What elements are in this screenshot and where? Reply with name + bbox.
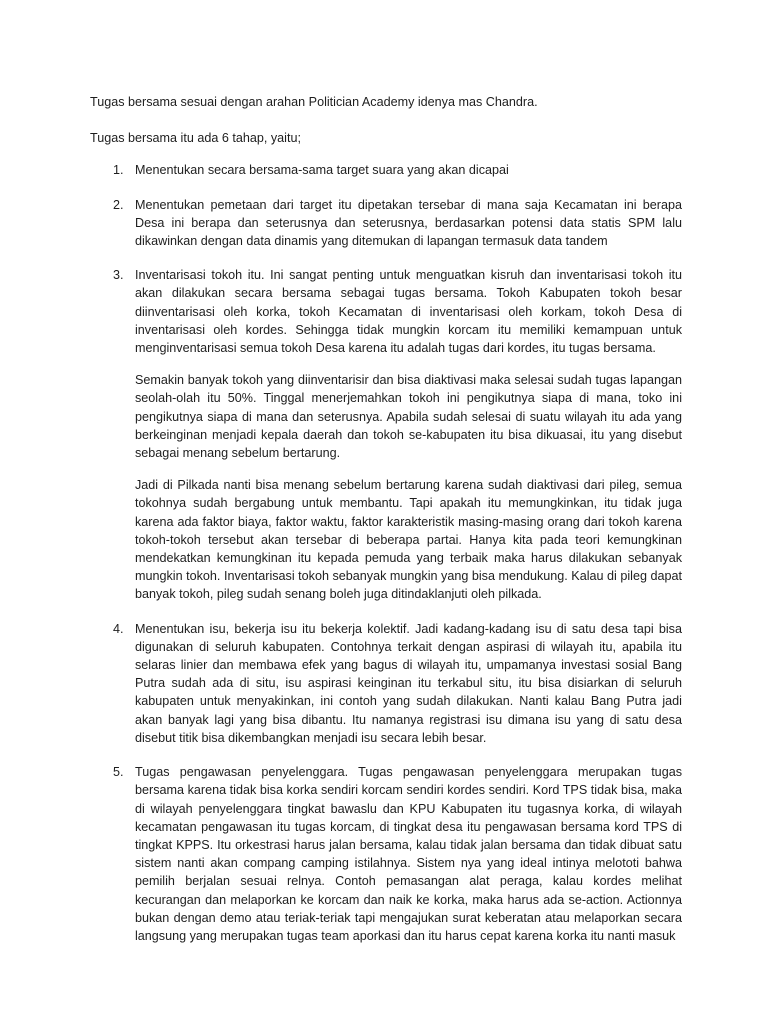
item-number: 1. <box>113 163 124 178</box>
steps-list <box>90 161 682 945</box>
list-item <box>90 266 682 603</box>
item-number: 2. <box>113 197 124 212</box>
item-paragraph: Inventarisasi tokoh itu. Ini sangat penting untuk menguatkan kisruh dan inventarisasi tokoh itu akan dilakukan secara bersama sebagai tugas bersama. Tokoh Kabupaten tokoh besar diinventarisasi oleh korka, tokoh Kecamatan di inventarisasi oleh korkam, tokoh Desa di inventarisasi oleh kordes. Sehingga tidak mungkin korcam itu memiliki kemampuan untuk menginventarisasi semua tokoh Desa karena itu adalah tugas dari kordes, itu tugas bersama. <box>135 268 682 356</box>
list-item <box>90 161 682 179</box>
list-item <box>90 620 682 747</box>
intro-line-1: Tugas bersama sesuai dengan arahan Politician Academy idenya mas Chandra. <box>90 95 538 109</box>
item-paragraph: Jadi di Pilkada nanti bisa menang sebelum bertarung karena sudah diaktivasi dari pileg, semua tokohnya sudah bergabung untuk membantu. Tapi apakah itu memungkinkan, itu tidak juga karena ada faktor biaya, faktor waktu, faktor karakteristik masing-masing orang dari tokoh karena tokoh-tokoh tersebut akan tersebar di beberapa partai. Hanya kita pada teori kemungkinan mendekatkan kemungkinan itu kepada pemuda yang terbaik maka harus dilakukan sebanyak mungkin tokoh. Inventarisasi tokoh sebanyak mungkin yang bisa mendukung. Kalau di pileg dapat banyak tokoh, pileg sudah senang boleh juga ditindaklanjuti oleh pilkada. <box>135 478 682 602</box>
item-number: 5. <box>113 765 124 780</box>
item-number: 3. <box>113 268 124 283</box>
list-item <box>90 763 682 945</box>
item-paragraph: Menentukan pemetaan dari target itu dipetakan tersebar di mana saja Kecamatan ini berapa Desa ini berapa dan seterusnya dan seterusnya, berdasarkan potensi data statis SPM lalu dikawinkan dengan data dinamis yang ditemukan di lapangan termasuk data tandem <box>135 197 682 249</box>
item-paragraph: Semakin banyak tokoh yang diinventarisir dan bisa diaktivasi maka selesai sudah tugas lapangan seolah-olah itu 50%. Tinggal menerjemahkan tokoh ini pengikutnya siapa di mana, toko ini pengikutnya siapa di mana dan seterusnya. Apabila sudah selesai di suatu wilayah itu ada yang berkeinginan menjadi kepala daerah dan tokoh se-kabupaten itu bisa dikuasai, itu yang disebut sebagai menang sebelum bertarung. <box>135 373 682 461</box>
item-paragraph: Menentukan isu, bekerja isu itu bekerja kolektif. Jadi kadang-kadang isu di satu desa tapi bisa digunakan di seluruh kabupaten. Contohnya terkait dengan aspirasi di wilayah itu, apabila itu selaras linier dan membawa efek yang bagus di wilayah itu, umpamanya investasi sosial Bang Putra sudah ada di situ, isu aspirasi keinginan itu terkabul situ, itu bisa disiarkan di seluruh kabupaten untuk menyakinkan, ini contoh yang sudah dilakukan. Nanti kalau Bang Putra jadi akan banyak lagi yang bisa dibantu. Itu namanya registrasi isu dimana isu yang di satu desa disebut titik bisa dikembangkan menjadi isu secara lebih besar. <box>135 621 682 745</box>
intro-line-2: Tugas bersama itu ada 6 tahap, yaitu; <box>90 131 301 146</box>
list-item <box>90 196 682 251</box>
item-paragraph: Menentukan secara bersama-sama target suara yang akan dicapai <box>135 163 509 178</box>
item-paragraph: Tugas pengawasan penyelenggara. Tugas pengawasan penyelenggara merupakan tugas bersama karena tidak bisa korka sendiri korcam sendiri kordes sendiri. Kord TPS tidak bisa, maka di wilayah penyelenggara tingkat bawaslu dan KPU Kabupaten itu tugasnya korka, di wilayah kecamatan pengawasan itu tugas korcam, di tingkat desa itu pengawasan bersama kord TPS di tingkat KPPS. Itu orkestrasi harus jalan bersama, kalau tidak jalan bersama dan tidak dibuat satu sistem nanti akan compang camping istilahnya. Sistem nya yang ideal intinya melototi bahwa pemilih berjalan sesuai relnya. Contoh pemasangan alat peraga, kalau kordes melihat kecurangan dan melaporkan ke korcam dan naik ke korka, maka harus ada se-action. Actionnya bukan dengan demo atau teriak-teriak tapi mengajukan surat keberatan atau melaporkan secara langsung yang merupakan tugas team aporkasi dan itu harus cepat karena korka itu nanti masuk <box>135 765 682 943</box>
item-number: 4. <box>113 621 124 636</box>
